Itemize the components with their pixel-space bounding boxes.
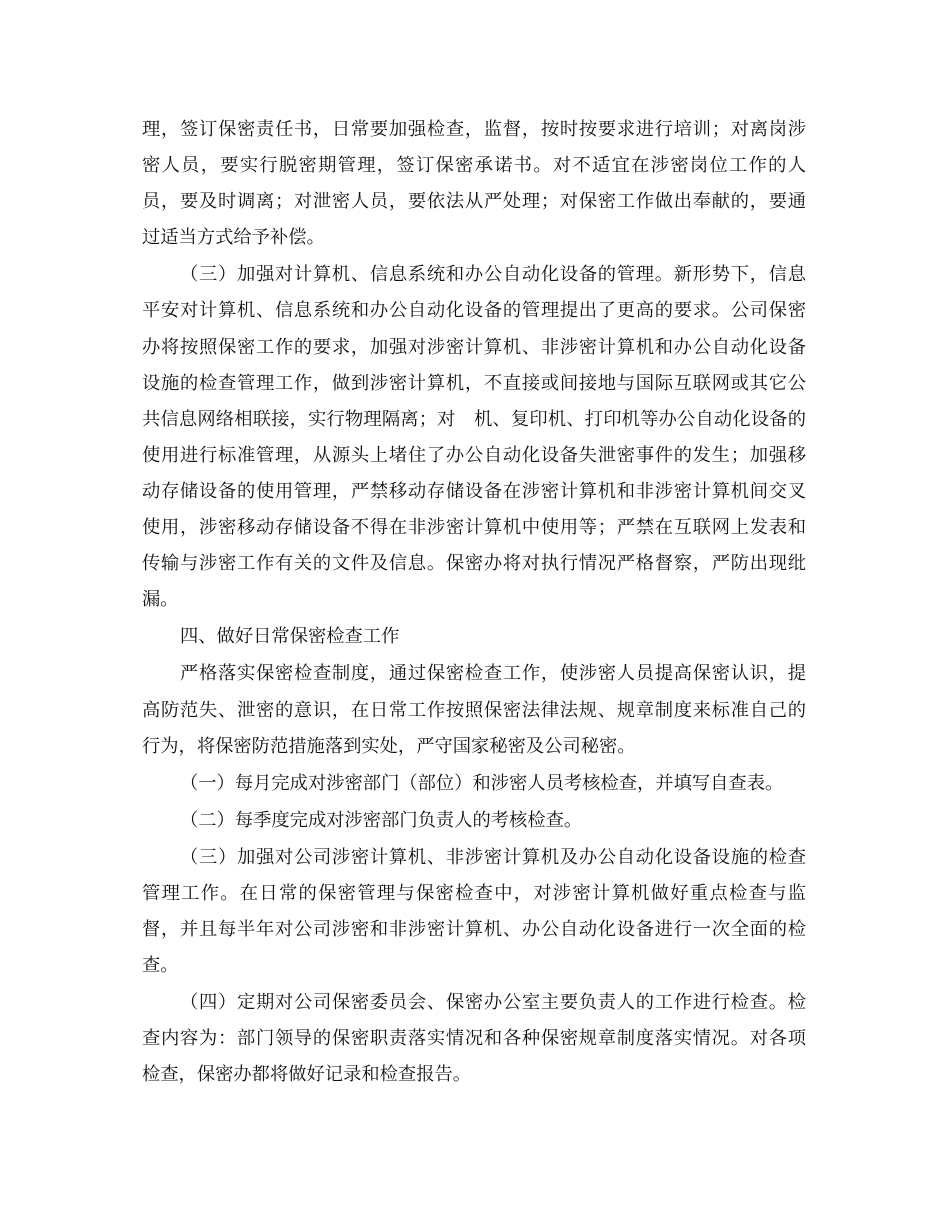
text-line: 行为，将保密防范措施落到实处，严守国家秘密及公司秘密。 — [142, 735, 636, 757]
text-line: 查。 — [142, 955, 179, 977]
item-1-monthly-check — [142, 766, 806, 802]
item-3-computer-inspection — [142, 840, 806, 984]
text-line: 员，要及时调离；对泄密人员，要依法从严处理；对保密工作做出奉献的，要通 — [142, 191, 806, 213]
item-3-computer-management — [142, 257, 806, 618]
text-line: 办将按照保密工作的要求，加强对涉密计算机、非涉密计算机和办公自动化设备 — [142, 336, 806, 358]
text-line: 严格落实保密检查制度，通过保密检查工作，使涉密人员提高保密认识，提 — [180, 663, 806, 685]
item-2-quarterly-check — [142, 803, 806, 839]
text-line: 检查，保密办都将做好记录和检查报告。 — [142, 1064, 472, 1086]
text-line: 查内容为：部门领导的保密职责落实情况和各种保密规章制度落实情况。对各项 — [142, 1028, 806, 1050]
text-line: 高防范失、泄密的意识，在日常工作按照保密法律法规、规章制度来标准自己的 — [142, 699, 806, 721]
paragraph-personnel-management-continued — [142, 112, 806, 256]
text-line: （三）加强对计算机、信息系统和办公自动化设备的管理。新形势下，信息 — [180, 264, 806, 286]
text-line: 动存储设备的使用管理，严禁移动存储设备在涉密计算机和非涉密计算机间交叉 — [142, 480, 806, 502]
text-line: 共信息网络相联接，实行物理隔离；对 机、复印机、打印机等办公自动化设备的 — [142, 408, 806, 430]
text-line: 密人员，要实行脱密期管理，签订保密承诺书。对不适宜在涉密岗位工作的人 — [142, 155, 806, 177]
text-line: 过适当方式给予补偿。 — [142, 227, 325, 249]
text-line: 使用，涉密移动存储设备不得在非涉密计算机中使用等；严禁在互联网上发表和 — [142, 517, 806, 539]
text-line: 督，并且每半年对公司涉密和非涉密计算机、办公自动化设备进行一次全面的检 — [142, 919, 806, 941]
text-line: 管理工作。在日常的保密管理与保密检查中，对涉密计算机做好重点检查与监 — [142, 882, 806, 904]
text-line: 平安对计算机、信息系统和办公自动化设备的管理提出了更高的要求。公司保密 — [142, 300, 806, 322]
text-line: 使用进行标准管理，从源头上堵住了办公自动化设备失泄密事件的发生；加强移 — [142, 444, 806, 466]
text-line: （三）加强对公司涉密计算机、非涉密计算机及办公自动化设备设施的检查 — [180, 846, 806, 868]
section-heading-4 — [142, 619, 806, 655]
text-line: （二）每季度完成对涉密部门负责人的考核检查。 — [180, 809, 583, 831]
section-heading-text: 四、做好日常保密检查工作 — [180, 626, 400, 648]
text-line: （一）每月完成对涉密部门（部位）和涉密人员考核检查，并填写自查表。 — [180, 772, 784, 794]
text-line: 设施的检查管理工作，做到涉密计算机，不直接或间接地与国际互联网或其它公 — [142, 372, 806, 394]
text-line: （四）定期对公司保密委员会、保密办公室主要负责人的工作进行检查。检 — [180, 992, 806, 1014]
document-body — [142, 112, 806, 1094]
text-line: 理，签订保密责任书，日常要加强检查，监督，按时按要求进行培训；对离岗涉 — [142, 119, 806, 140]
item-4-regular-inspection — [142, 985, 806, 1093]
text-line: 传输与涉密工作有关的文件及信息。保密办将对执行情况严格督察，严防出现纰 — [142, 553, 806, 575]
paragraph-inspection-intro — [142, 656, 806, 764]
text-line: 漏。 — [142, 589, 179, 611]
